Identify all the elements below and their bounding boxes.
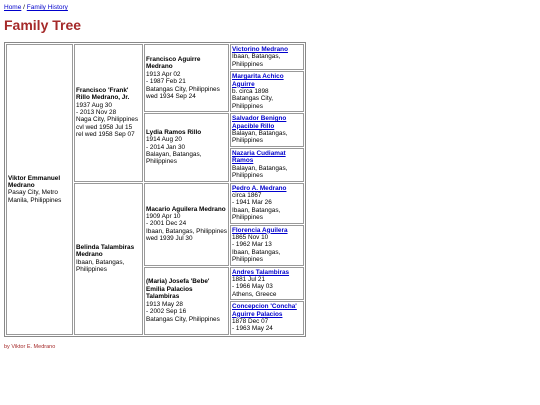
person-detail: cvl wed 1958 Jul 15 [76, 123, 133, 131]
person-detail: - 1941 Mar 26 [232, 199, 272, 207]
person-mf-father [230, 183, 304, 224]
person-detail: - 2014 Jan 30 [146, 143, 186, 151]
breadcrumb [4, 4, 536, 12]
person-name-link[interactable]: Andres Talambiras [232, 268, 290, 276]
person-detail: - 2002 Sep 16 [146, 308, 187, 316]
person-name-link[interactable]: Concepcion 'Concha' Aguirre Palacios [232, 303, 297, 318]
person-name-link[interactable]: Victorino Medrano [232, 46, 288, 53]
person-detail: wed 1939 Jul 30 [146, 235, 193, 243]
footer-credit: by Viktor E. Medrano [4, 343, 56, 350]
person-detail: 1913 May 28 [146, 300, 183, 308]
person-detail: Batangas City, Philippines [146, 85, 220, 93]
person-detail: rel wed 1958 Sep 07 [76, 131, 135, 139]
person-mf-mother [230, 225, 304, 266]
person-name: Macario Aguilera Medrano [146, 205, 226, 213]
person-name: (Maria) Josefa 'Bebe' Emilia Palacios Talambiras [146, 278, 210, 301]
person-mm-mother [230, 301, 304, 335]
person-detail: wed 1934 Sep 24 [146, 92, 196, 100]
family-tree-table [4, 42, 306, 337]
person-father [74, 44, 143, 182]
person-detail: Athens, Greece [232, 290, 277, 298]
person-detail: - 1966 May 03 [232, 283, 273, 291]
person-name-link[interactable]: Margarita Achico Aguirre [232, 73, 284, 88]
breadcrumb-home-link[interactable]: Home [4, 4, 22, 11]
person-name-link[interactable]: Salvador Benigno Apacible Rillo [232, 115, 287, 130]
person-detail: 1865 Nov 10 [232, 233, 269, 241]
person-detail: Ibaan, Batangas, Philippines [232, 53, 281, 68]
person-detail: - 2001 Dec 24 [146, 220, 187, 228]
person-root [6, 44, 73, 335]
person-detail: b. circa 1898 [232, 88, 269, 96]
person-detail: 1878 Dec 07 [232, 318, 269, 325]
person-detail: Balayan, Batangas, Philippines [232, 164, 288, 180]
person-maternal-grandmother [144, 267, 229, 335]
person-fm-mother [230, 148, 304, 182]
person-detail: Batangas City, Philippines [146, 315, 220, 323]
person-detail: 1909 Apr 10 [146, 212, 181, 220]
person-detail: Pasay City, Metro Manila, Philippines [8, 189, 62, 204]
person-detail: 1937 Aug 30 [76, 101, 112, 109]
person-name-link[interactable]: Florencia Aguilera [232, 226, 288, 234]
person-name: Lydia Ramos Rillo [146, 128, 202, 136]
person-detail: Batangas City, Philippines [232, 95, 274, 110]
person-mother [74, 183, 143, 335]
person-maternal-grandfather [144, 183, 229, 266]
person-detail: - 1987 Feb 21 [146, 78, 186, 86]
person-detail: circa 1867 [232, 191, 262, 199]
person-detail: Balayan, Batangas, Philippines [146, 151, 202, 166]
person-detail: Naga City, Philippines [76, 116, 139, 124]
page-title: Family Tree [4, 17, 82, 33]
person-name: Francisco Aguirre Medrano [146, 55, 201, 71]
person-name-link[interactable]: Pedro A. Medrano [232, 184, 287, 192]
person-detail: Ibaan, Batangas, Philippines [76, 258, 125, 274]
person-ff-father [230, 44, 304, 70]
person-detail: 1914 Aug 20 [146, 136, 182, 144]
person-paternal-grandfather [144, 44, 229, 112]
person-detail: Ibaan, Batangas, Philippines [232, 248, 281, 264]
person-ff-mother [230, 71, 304, 112]
person-detail: 1913 Apr 02 [146, 70, 181, 78]
person-detail: Ibaan, Batangas, Philippines [232, 206, 281, 222]
person-name: Belinda Talambiras Medrano [76, 243, 135, 259]
person-fm-father [230, 113, 304, 147]
person-name: Viktor Emmanuel Medrano [8, 174, 61, 189]
person-detail: - 1963 May 24 [232, 325, 273, 333]
person-detail: - 1962 Mar 13 [232, 241, 272, 249]
person-name: Francisco 'Frank' Rillo Medrano, Jr. [76, 86, 130, 102]
breadcrumb-family-history-link[interactable]: Family History [26, 4, 68, 11]
breadcrumb-separator: / [21, 4, 27, 11]
person-paternal-grandmother [144, 113, 229, 181]
person-detail: Ibaan, Batangas, Philippines [146, 227, 228, 235]
person-detail: - 2013 Nov 28 [76, 109, 117, 117]
person-mm-father [230, 267, 304, 301]
person-detail: Balayan, Batangas, Philippines [232, 130, 288, 145]
person-name-link[interactable]: Nazaria Cudiamat Ramos [232, 149, 286, 165]
person-detail: 1881 Jul 21 [232, 275, 266, 283]
